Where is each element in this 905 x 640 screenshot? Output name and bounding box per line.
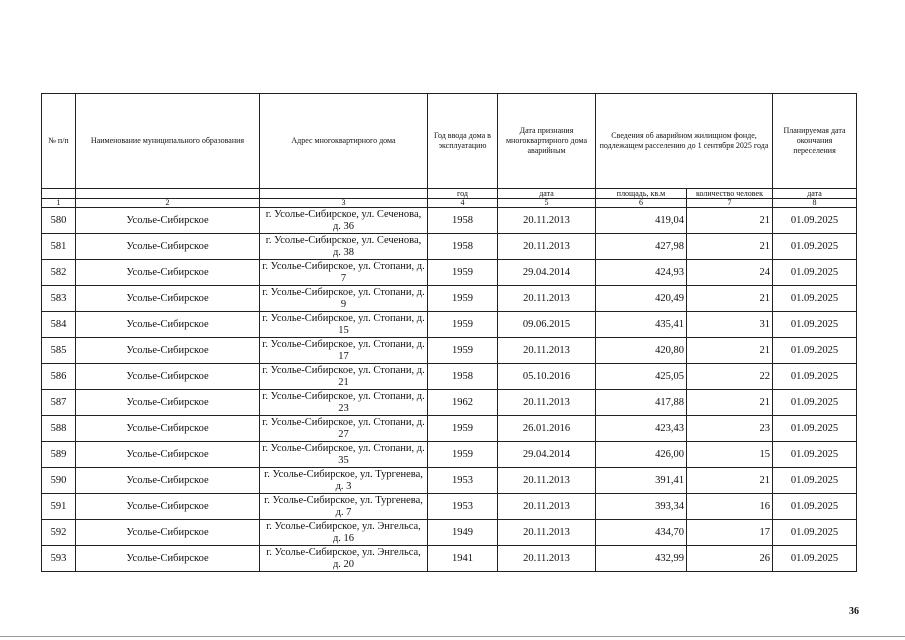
date-recognized-cell: 05.10.2016	[498, 364, 596, 390]
row-number: 588	[42, 416, 76, 442]
area-cell: 391,41	[596, 468, 687, 494]
row-number: 582	[42, 260, 76, 286]
municipality-cell: Усолье-Сибирское	[76, 390, 260, 416]
subheader-year: год	[428, 189, 498, 199]
area-cell: 420,80	[596, 338, 687, 364]
col-number: 7	[687, 199, 773, 208]
subheader-empty-2	[76, 189, 260, 199]
people-cell: 17	[687, 520, 773, 546]
year-cell: 1949	[428, 520, 498, 546]
header-date-recognized: Дата признания многоквартирного дома аварийным	[498, 94, 596, 189]
municipality-cell: Усолье-Сибирское	[76, 416, 260, 442]
area-cell: 426,00	[596, 442, 687, 468]
year-cell: 1958	[428, 234, 498, 260]
row-number: 589	[42, 442, 76, 468]
planned-date-cell: 01.09.2025	[773, 494, 857, 520]
area-cell: 420,49	[596, 286, 687, 312]
subheader-date2: дата	[773, 189, 857, 199]
year-cell: 1941	[428, 546, 498, 572]
planned-date-cell: 01.09.2025	[773, 260, 857, 286]
area-cell: 435,41	[596, 312, 687, 338]
date-recognized-cell: 20.11.2013	[498, 286, 596, 312]
column-number-row	[42, 199, 857, 208]
people-cell: 21	[687, 338, 773, 364]
people-cell: 21	[687, 234, 773, 260]
municipality-cell: Усолье-Сибирское	[76, 234, 260, 260]
subheader-row	[42, 189, 857, 199]
planned-date-cell: 01.09.2025	[773, 364, 857, 390]
col-number: 3	[260, 199, 428, 208]
row-number: 581	[42, 234, 76, 260]
planned-date-cell: 01.09.2025	[773, 468, 857, 494]
year-cell: 1959	[428, 286, 498, 312]
municipality-cell: Усолье-Сибирское	[76, 442, 260, 468]
municipality-cell: Усолье-Сибирское	[76, 260, 260, 286]
header-year: Год ввода дома в эксплуатацию	[428, 94, 498, 189]
planned-date-cell: 01.09.2025	[773, 442, 857, 468]
municipality-cell: Усолье-Сибирское	[76, 364, 260, 390]
people-cell: 31	[687, 312, 773, 338]
header-municipality: Наименование муниципального образования	[76, 94, 260, 189]
row-number: 583	[42, 286, 76, 312]
people-cell: 21	[687, 468, 773, 494]
row-number: 585	[42, 338, 76, 364]
row-number: 592	[42, 520, 76, 546]
table-row	[42, 312, 857, 338]
people-cell: 21	[687, 390, 773, 416]
date-recognized-cell: 29.04.2014	[498, 442, 596, 468]
planned-date-cell: 01.09.2025	[773, 546, 857, 572]
people-cell: 23	[687, 416, 773, 442]
area-cell: 425,05	[596, 364, 687, 390]
date-recognized-cell: 20.11.2013	[498, 546, 596, 572]
planned-date-cell: 01.09.2025	[773, 520, 857, 546]
subheader-people: количество человек	[687, 189, 773, 199]
planned-date-cell: 01.09.2025	[773, 390, 857, 416]
address-cell: г. Усолье-Сибирское, ул. Стопани, д. 23	[260, 390, 428, 416]
people-cell: 21	[687, 208, 773, 234]
header-info: Сведения об аварийном жилищном фонде, подлежащем расселению до 1 сентября 2025 года	[596, 94, 773, 189]
date-recognized-cell: 20.11.2013	[498, 234, 596, 260]
col-number: 2	[76, 199, 260, 208]
people-cell: 26	[687, 546, 773, 572]
planned-date-cell: 01.09.2025	[773, 312, 857, 338]
page-number: 36	[849, 606, 859, 617]
header-row	[42, 94, 857, 189]
address-cell: г. Усолье-Сибирское, ул. Энгельса, д. 20	[260, 546, 428, 572]
area-cell: 417,88	[596, 390, 687, 416]
address-cell: г. Усолье-Сибирское, ул. Тургенева, д. 3	[260, 468, 428, 494]
address-cell: г. Усолье-Сибирское, ул. Стопани, д. 7	[260, 260, 428, 286]
table-row	[42, 338, 857, 364]
col-number: 4	[428, 199, 498, 208]
address-cell: г. Усолье-Сибирское, ул. Стопани, д. 9	[260, 286, 428, 312]
row-number: 580	[42, 208, 76, 234]
subheader-empty-1	[42, 189, 76, 199]
planned-date-cell: 01.09.2025	[773, 338, 857, 364]
address-cell: г. Усолье-Сибирское, ул. Стопани, д. 27	[260, 416, 428, 442]
header-planned-date: Планируемая дата окончания переселения	[773, 94, 857, 189]
area-cell: 393,34	[596, 494, 687, 520]
area-cell: 434,70	[596, 520, 687, 546]
table-row	[42, 364, 857, 390]
address-cell: г. Усолье-Сибирское, ул. Стопани, д. 17	[260, 338, 428, 364]
planned-date-cell: 01.09.2025	[773, 208, 857, 234]
date-recognized-cell: 20.11.2013	[498, 390, 596, 416]
date-recognized-cell: 20.11.2013	[498, 338, 596, 364]
municipality-cell: Усолье-Сибирское	[76, 494, 260, 520]
address-cell: г. Усолье-Сибирское, ул. Стопани, д. 15	[260, 312, 428, 338]
subheader-area: площадь, кв.м	[596, 189, 687, 199]
scan-edge-line	[0, 636, 905, 637]
year-cell: 1959	[428, 442, 498, 468]
people-cell: 15	[687, 442, 773, 468]
date-recognized-cell: 20.11.2013	[498, 468, 596, 494]
municipality-cell: Усолье-Сибирское	[76, 286, 260, 312]
table-row	[42, 468, 857, 494]
year-cell: 1959	[428, 416, 498, 442]
subheader-date: дата	[498, 189, 596, 199]
date-recognized-cell: 20.11.2013	[498, 520, 596, 546]
row-number: 587	[42, 390, 76, 416]
year-cell: 1959	[428, 260, 498, 286]
col-number: 1	[42, 199, 76, 208]
table-row	[42, 546, 857, 572]
address-cell: г. Усолье-Сибирское, ул. Энгельса, д. 16	[260, 520, 428, 546]
area-cell: 427,98	[596, 234, 687, 260]
header-address: Адрес многоквартирного дома	[260, 94, 428, 189]
date-recognized-cell: 26.01.2016	[498, 416, 596, 442]
area-cell: 423,43	[596, 416, 687, 442]
row-number: 584	[42, 312, 76, 338]
municipality-cell: Усолье-Сибирское	[76, 208, 260, 234]
area-cell: 419,04	[596, 208, 687, 234]
table-row	[42, 208, 857, 234]
date-recognized-cell: 29.04.2014	[498, 260, 596, 286]
municipality-cell: Усолье-Сибирское	[76, 312, 260, 338]
address-cell: г. Усолье-Сибирское, ул. Сеченова, д. 36	[260, 208, 428, 234]
row-number: 591	[42, 494, 76, 520]
people-cell: 24	[687, 260, 773, 286]
date-recognized-cell: 20.11.2013	[498, 494, 596, 520]
date-recognized-cell: 20.11.2013	[498, 208, 596, 234]
table-row	[42, 442, 857, 468]
municipality-cell: Усолье-Сибирское	[76, 338, 260, 364]
resettlement-table	[41, 93, 857, 572]
people-cell: 22	[687, 364, 773, 390]
year-cell: 1958	[428, 208, 498, 234]
col-number: 6	[596, 199, 687, 208]
row-number: 590	[42, 468, 76, 494]
header-num: № п/п	[42, 94, 76, 189]
year-cell: 1953	[428, 468, 498, 494]
address-cell: г. Усолье-Сибирское, ул. Стопани, д. 35	[260, 442, 428, 468]
row-number: 593	[42, 546, 76, 572]
table-row	[42, 234, 857, 260]
people-cell: 21	[687, 286, 773, 312]
municipality-cell: Усолье-Сибирское	[76, 468, 260, 494]
subheader-empty-3	[260, 189, 428, 199]
year-cell: 1959	[428, 338, 498, 364]
table-row	[42, 260, 857, 286]
table-row	[42, 520, 857, 546]
year-cell: 1958	[428, 364, 498, 390]
planned-date-cell: 01.09.2025	[773, 234, 857, 260]
table-row	[42, 286, 857, 312]
people-cell: 16	[687, 494, 773, 520]
col-number: 5	[498, 199, 596, 208]
year-cell: 1959	[428, 312, 498, 338]
year-cell: 1953	[428, 494, 498, 520]
area-cell: 432,99	[596, 546, 687, 572]
area-cell: 424,93	[596, 260, 687, 286]
address-cell: г. Усолье-Сибирское, ул. Стопани, д. 21	[260, 364, 428, 390]
address-cell: г. Усолье-Сибирское, ул. Тургенева, д. 7	[260, 494, 428, 520]
row-number: 586	[42, 364, 76, 390]
year-cell: 1962	[428, 390, 498, 416]
table-row	[42, 390, 857, 416]
municipality-cell: Усолье-Сибирское	[76, 520, 260, 546]
date-recognized-cell: 09.06.2015	[498, 312, 596, 338]
address-cell: г. Усолье-Сибирское, ул. Сеченова, д. 38	[260, 234, 428, 260]
planned-date-cell: 01.09.2025	[773, 416, 857, 442]
table-row	[42, 416, 857, 442]
municipality-cell: Усолье-Сибирское	[76, 546, 260, 572]
table-row	[42, 494, 857, 520]
col-number: 8	[773, 199, 857, 208]
planned-date-cell: 01.09.2025	[773, 286, 857, 312]
